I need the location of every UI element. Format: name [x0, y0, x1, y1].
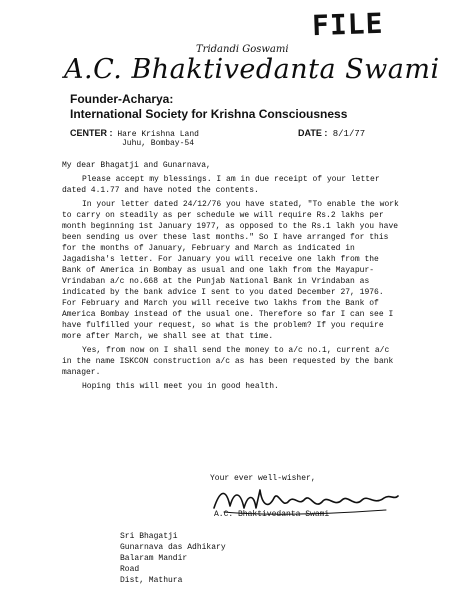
paragraph-4: Hoping this will meet you in good health.: [82, 382, 279, 391]
date-label: DATE :: [298, 128, 328, 138]
center-address: [70, 128, 199, 148]
center-label: CENTER :: [70, 128, 113, 138]
closing-line: Your ever well-wisher,: [210, 474, 316, 483]
addressee-line-2: Gunarnava das Adhikary: [120, 543, 226, 552]
tridandi-goswami-title: Tridandi Goswami: [196, 44, 289, 55]
signer-name: A.C. Bhaktivedanta Swami: [214, 510, 330, 519]
letterhead-name: A.C. Bhaktivedanta Swami: [64, 54, 440, 85]
founder-acharya-label: Founder-Acharya:: [70, 92, 174, 106]
letter-body: [62, 160, 402, 395]
date-value: 8/1/77: [332, 129, 366, 139]
paragraph-3: Yes, from now on I shall send the money to a/c no.1, current a/c in the name ISKCON construction a/c as has been requested by the bank manager.: [62, 346, 394, 377]
date-field: [298, 128, 365, 139]
center-line-1: Hare Krishna Land: [117, 130, 199, 139]
addressee-line-3: Balaram Mandir: [120, 554, 188, 563]
society-name: International Society for Krishna Consciousness: [70, 107, 348, 121]
center-line-2: Juhu, Bombay-54: [122, 139, 195, 148]
addressee-line-4: Road: [120, 565, 140, 574]
salutation: My dear Bhagatji and Gunarnava,: [62, 161, 211, 170]
addressee-block: [120, 531, 226, 586]
addressee-line-5: Dist, Mathura: [120, 576, 183, 585]
file-stamp: FILE: [311, 6, 384, 43]
paragraph-2: In your letter dated 24/12/76 you have stated, "To enable the work to carry on steadily as per schedule we will require Rs.2 lakhs per month beginning 1st January 1977, as opposed to the Rs.1 lakh you have been sending us over these last months." So I have arranged for this for the months of January, February and March as indicated in Jagadisha's letter. For January you will receive one lakh from the Bank of America in Bombay as usual and one lakh from the Mayapur-Vrindaban a/c no.668 at the Punjab National Bank in Vrindaban as indicated by the bank advice I sent to you dated December 27, 1976. For February and March you will receive two lakhs from the Bank of America Bombay instead of the usual one. Therefore so far I can see I have fulfilled your request, so what is the problem? If you require more after March, we shall see at that time.: [62, 200, 399, 341]
paragraph-1: Please accept my blessings. I am in due receipt of your letter dated 4.1.77 and have noted the contents.: [62, 175, 380, 195]
addressee-line-1: Sri Bhagatji: [120, 532, 178, 541]
